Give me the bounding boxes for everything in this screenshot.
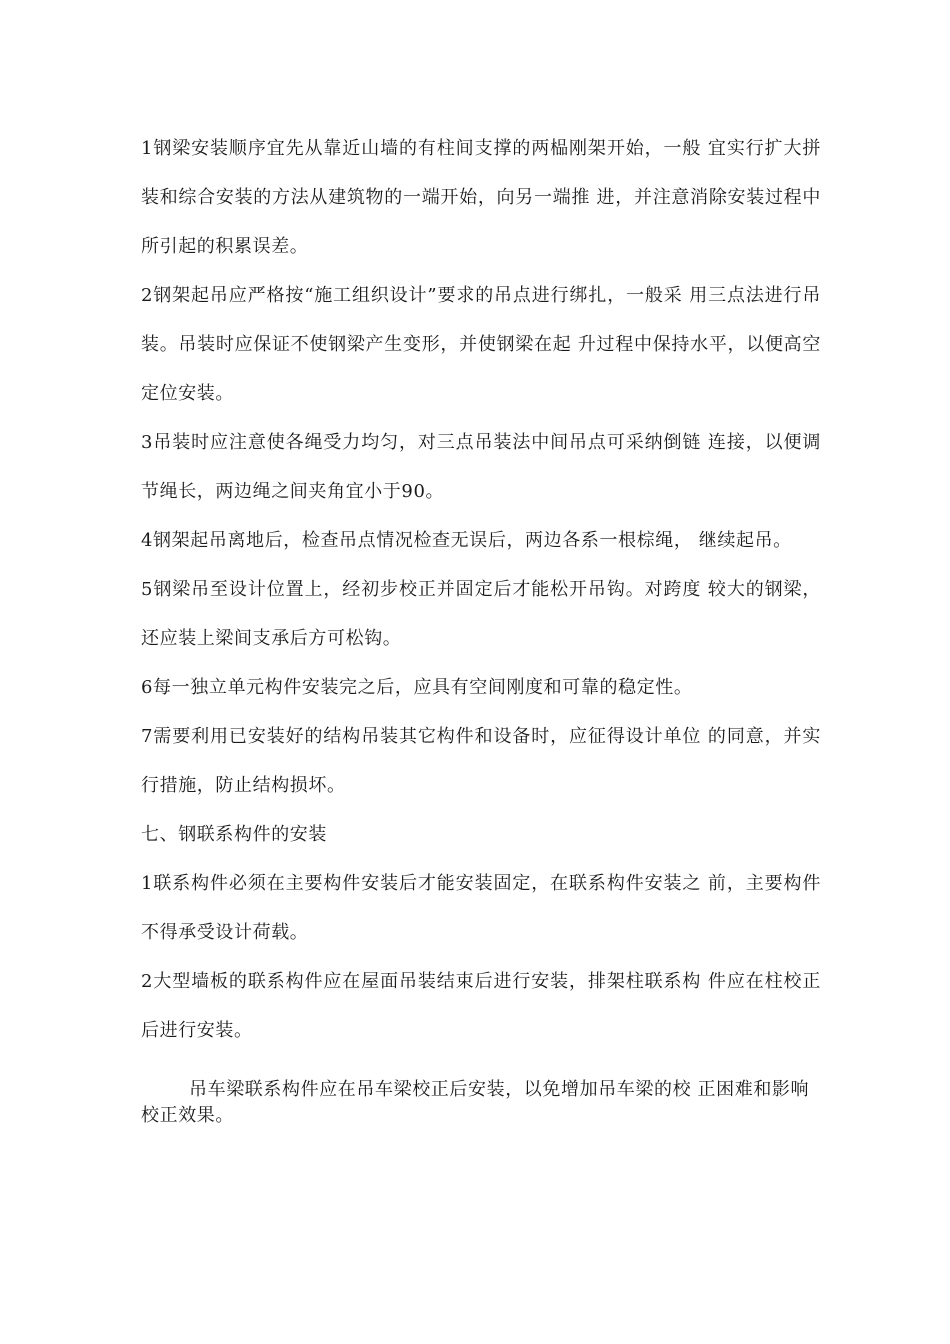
paragraph-4: 4钢架起吊离地后，检查吊点情况检查无误后，两边各系一根棕绳， 继续起吊。 <box>141 530 792 551</box>
paragraph-3: 3吊装时应注意使各绳受力均匀，对三点吊装法中间吊点可采纳倒链 连接，以便调节绳长，两边绳之间夹角宜小于90。 <box>141 432 821 502</box>
paragraph-7: 7需要利用已安装好的结构吊装其它构件和设备时，应征得设计单位 的同意，并实行措施，防止结构损坏。 <box>141 726 821 796</box>
paragraph-5: 5钢梁吊至设计位置上，经初步校正并固定后才能松开吊钩。对跨度 较大的钢梁，还应装上梁间支承后方可松钩。 <box>141 579 821 649</box>
paragraph-2: 2钢架起吊应严格按“施工组织设计”要求的吊点进行绑扎，一般采 用三点法进行吊装。吊装时应保证不使钢梁产生变形，并使钢梁在起 升过程中保持水平，以便高空定位安装。 <box>141 285 821 404</box>
section-paragraph-1: 1联系构件必须在主要构件安装后才能安装固定，在联系构件安装之 前，主要构件不得承受设计荷载。 <box>141 873 821 943</box>
document-body <box>141 124 821 1129</box>
section-paragraph-2: 2大型墙板的联系构件应在屋面吊装结束后进行安装，排架柱联系构 件应在柱校正后进行安装。 <box>141 971 821 1041</box>
paragraph-6: 6每一独立单元构件安装完之后，应具有空间刚度和可靠的稳定性。 <box>141 677 693 698</box>
note-paragraph: 吊车梁联系构件应在吊车梁校正后安装，以免增加吊车梁的校 正困难和影响校正效果。 <box>141 1079 810 1126</box>
section-heading: 七、钢联系构件的安装 <box>141 824 327 845</box>
paragraph-1: 1钢梁安装顺序宜先从靠近山墙的有柱间支撑的两榀刚架开始，一般 宜实行扩大拼装和综合安装的方法从建筑物的一端开始，向另一端推 进，并注意消除安装过程中所引起的积累误差。 <box>141 138 821 257</box>
